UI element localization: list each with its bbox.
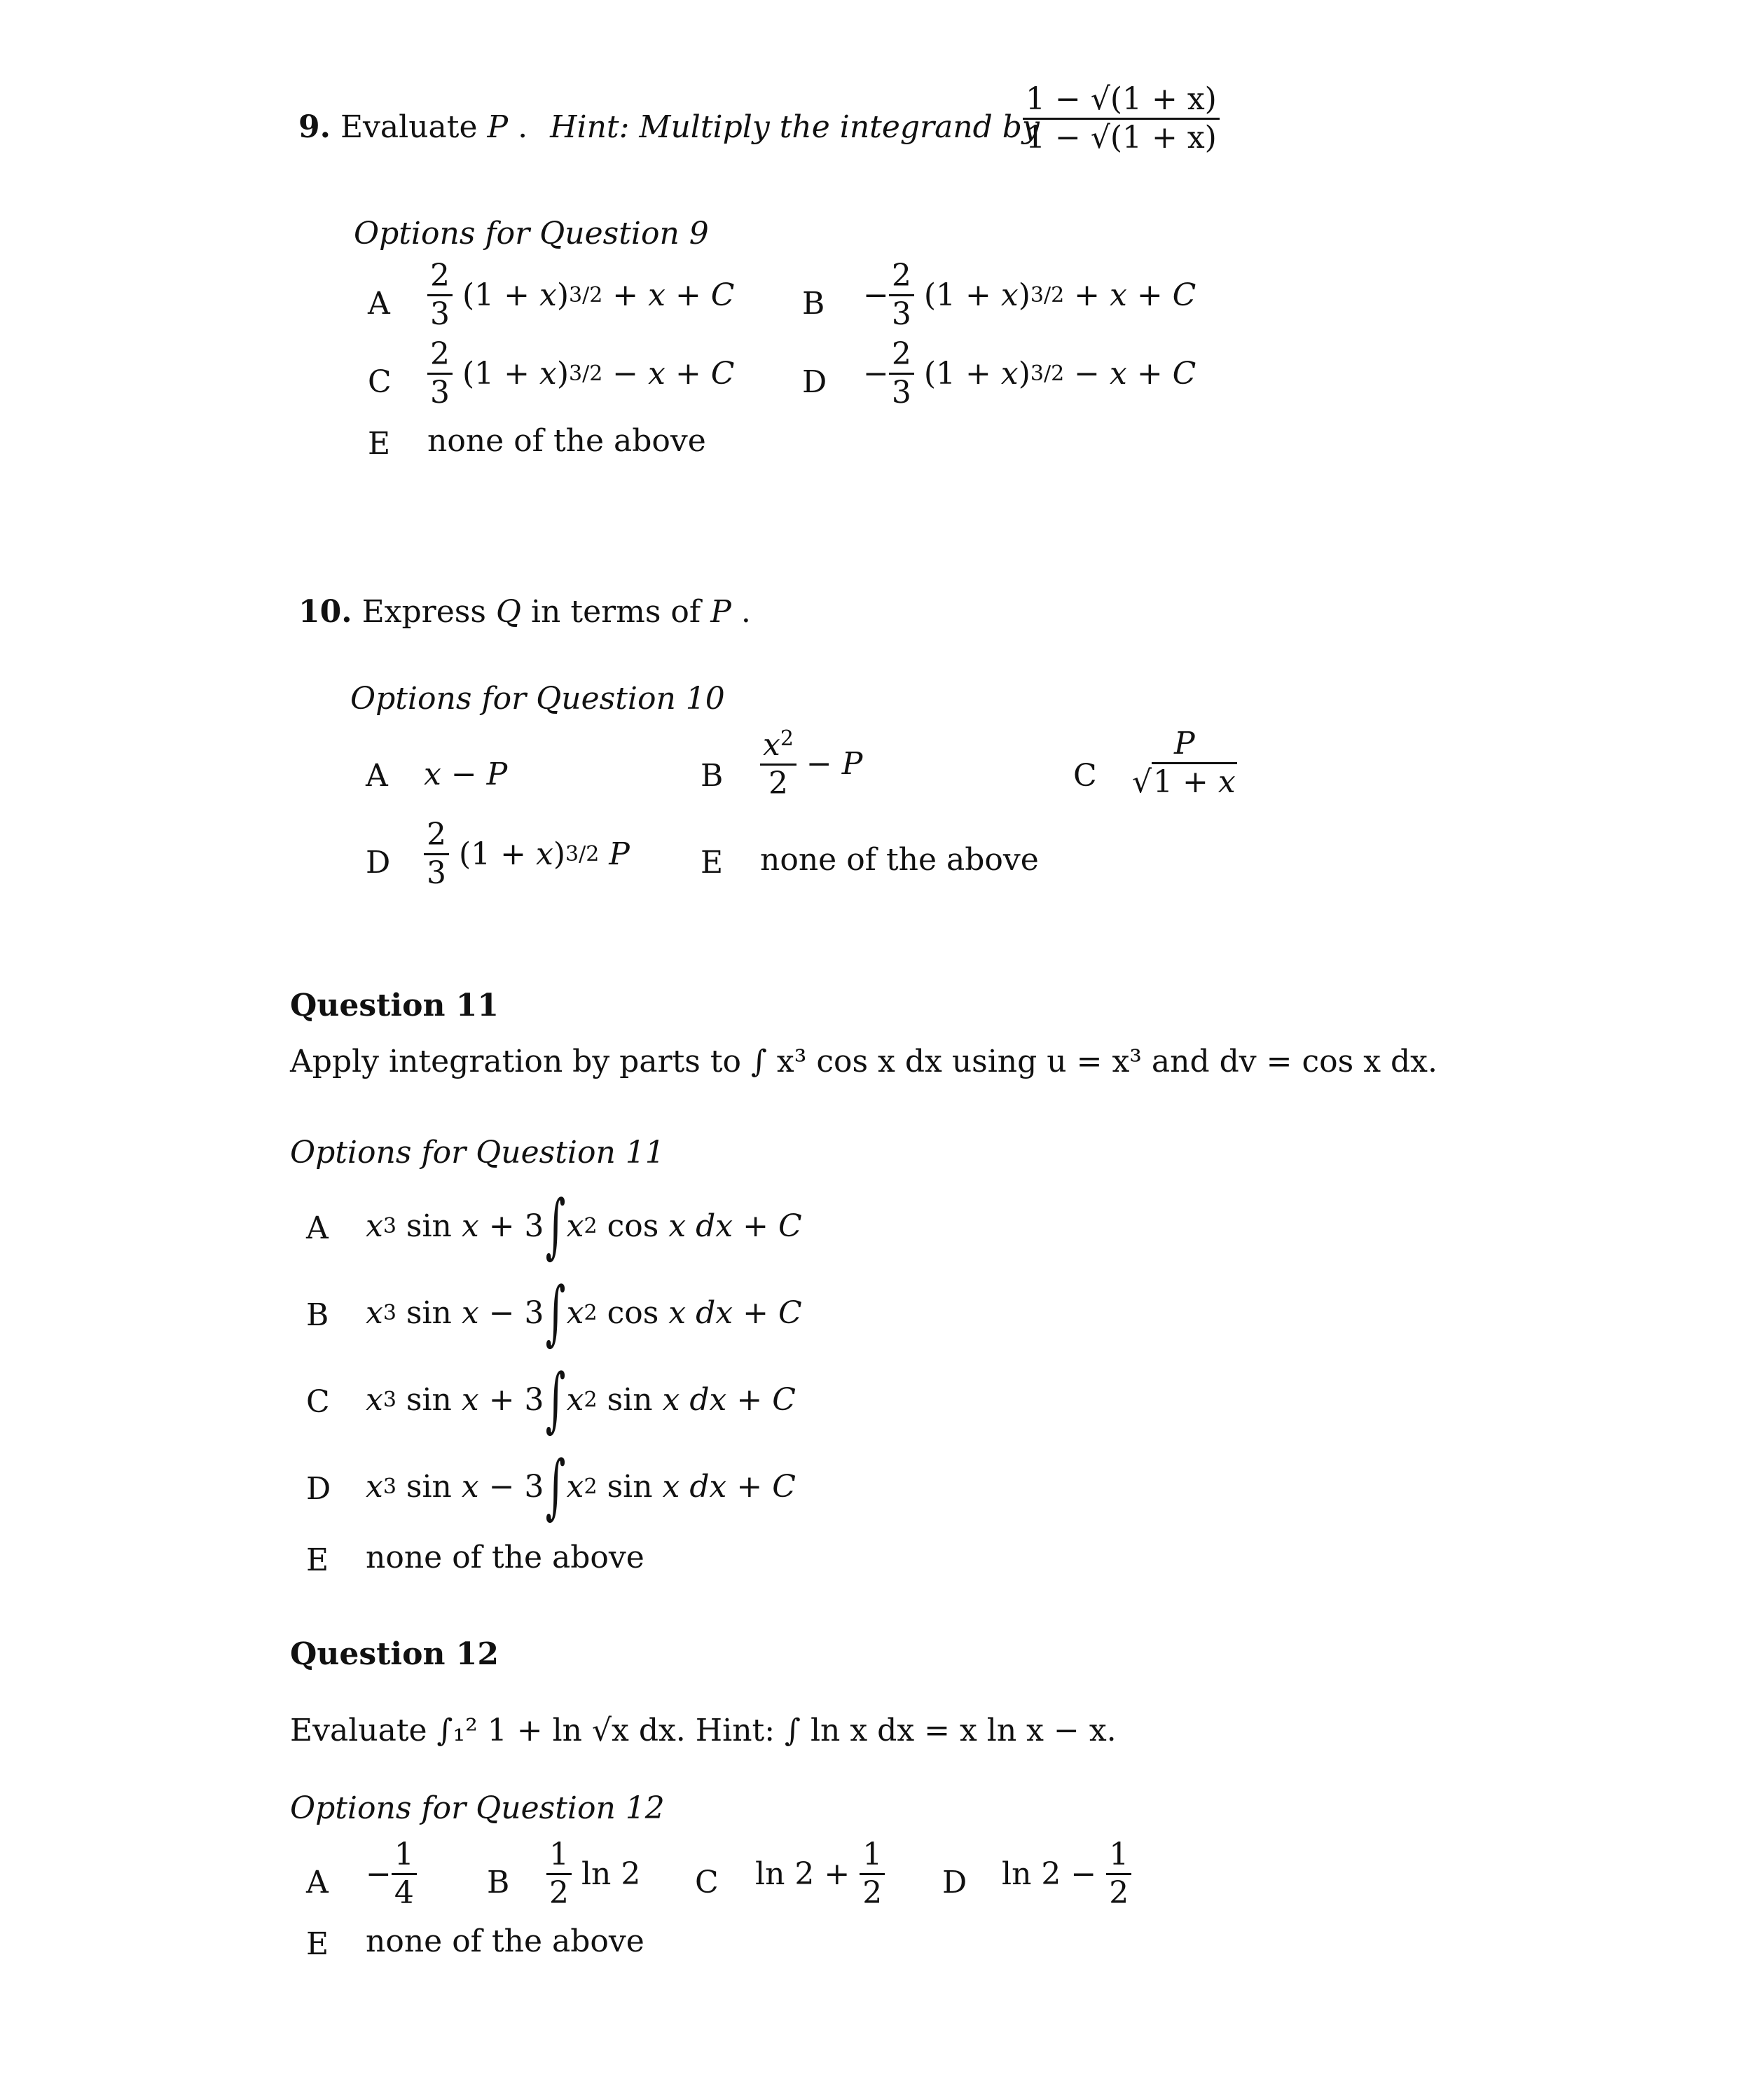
question-12-heading: Question 12 (290, 1636, 499, 1672)
q12-option-e[interactable]: none of the above (366, 1923, 644, 1959)
question-11-options-heading: Options for Question 11 (290, 1135, 665, 1170)
q9-option-c-letter: C (368, 364, 392, 400)
q9-option-b-letter: B (802, 286, 825, 322)
q12-option-b[interactable]: $\frac{1}{2}$ ln 2 (546, 1839, 640, 1909)
q11-option-e-letter: E (306, 1542, 329, 1578)
question-10-text-b: in terms of (530, 594, 701, 630)
q10-option-c-letter: C (1073, 758, 1097, 794)
q9-option-d[interactable]: − $\frac{2}{3}$ (1 + x) 3/2 − x + C (863, 336, 1196, 410)
question-10-options-heading: Options for Question 10 (350, 681, 725, 717)
question-12-options-heading: Options for Question 12 (290, 1790, 665, 1826)
q11-option-e[interactable]: none of the above (366, 1540, 644, 1575)
question-12-statement (290, 1713, 1117, 1748)
hint-fraction-numerator: 1 − √(1 + x) (1023, 84, 1220, 120)
question-9-options-heading: Options for Question 9 (354, 216, 709, 251)
q12-option-c-letter: C (695, 1865, 719, 1900)
q10-option-e-letter: E (701, 845, 724, 880)
q10-option-a[interactable]: x − P (424, 757, 508, 792)
q11-option-b-letter: B (306, 1297, 329, 1333)
hint-fraction-denominator: 1 − √(1 + x) (1026, 120, 1217, 156)
q12-option-d[interactable]: ln 2 − $\frac{1}{2}$ (1002, 1839, 1131, 1909)
q12-option-d-letter: D (942, 1865, 967, 1900)
question-9-lead: Evaluate (340, 109, 478, 145)
question-10-var-p: P (710, 594, 731, 630)
question-9-var: P (487, 109, 509, 145)
q12-option-b-letter: B (487, 1865, 510, 1900)
q9-option-b[interactable]: − $\frac{2}{3}$ (1 + x) 3/2 + x + C (863, 258, 1196, 332)
q11-option-c[interactable]: x 3 sin x + 3 ∫ x 2 sin x dx + C (366, 1358, 796, 1440)
question-10-number: 10. (298, 594, 352, 630)
q9-option-e[interactable]: none of the above (427, 423, 706, 459)
q11-option-a-letter: A (306, 1210, 329, 1246)
question-12-text: Evaluate ∫₁² 1 + ln √x dx. Hint: ∫ ln x dx = x ln x − x. (290, 1713, 1117, 1748)
question-10-var-q: Q (495, 594, 521, 630)
q10-option-a-letter: A (366, 758, 388, 794)
q9-option-a-letter: A (368, 286, 390, 322)
q10-option-c[interactable]: $\frac{P}{√1 + x}$ (1132, 726, 1236, 800)
question-9-hint-fraction (1023, 81, 1220, 156)
question-9-number: 9. (298, 109, 331, 145)
q9-option-e-letter: E (368, 426, 391, 462)
question-11-statement (290, 1044, 1437, 1079)
q11-option-d-letter: D (306, 1471, 331, 1507)
question-10-statement: 10. Express Q in terms of P . (298, 594, 751, 630)
q9-option-c[interactable]: $\frac{2}{3}$ (1 + x) 3/2 − x + C (427, 339, 734, 408)
q10-option-b[interactable]: $\frac{x^2}{2}$ − P (760, 728, 862, 799)
q11-option-a[interactable]: x 3 sin x + 3 ∫ x 2 cos x dx + C (366, 1184, 802, 1266)
q9-option-a[interactable]: $\frac{2}{3}$ (1 + x) 3/2 + x + C (427, 261, 734, 330)
q11-option-b[interactable]: x 3 sin x − 3 ∫ x 2 cos x dx + C (366, 1271, 802, 1353)
q11-option-d[interactable]: x 3 sin x − 3 ∫ x 2 sin x dx + C (366, 1445, 796, 1527)
q12-option-e-letter: E (306, 1926, 329, 1962)
question-11-heading: Question 11 (290, 988, 499, 1023)
q12-option-a[interactable]: − $\frac{1}{4}$ (366, 1839, 417, 1909)
q10-option-e[interactable]: none of the above (760, 842, 1039, 878)
question-11-text: Apply integration by parts to ∫ x³ cos x dx using u = x³ and dv = cos x dx. (290, 1044, 1437, 1079)
question-10-text-a: Express (361, 594, 486, 630)
q11-option-c-letter: C (306, 1384, 330, 1420)
q10-option-b-letter: B (701, 758, 724, 794)
q10-option-d-letter: D (366, 845, 391, 880)
q10-option-d[interactable]: $\frac{2}{3}$ (1 + x) 3/2 P (424, 820, 630, 889)
q12-option-a-letter: A (306, 1865, 329, 1900)
q12-option-c[interactable]: ln 2 + $\frac{1}{2}$ (755, 1839, 885, 1909)
question-9-statement: 9. Evaluate P . Hint: Multiply the integrand by (298, 109, 1040, 145)
question-9-hint: Hint: Multiply the integrand by (550, 109, 1040, 145)
q9-option-d-letter: D (802, 364, 827, 400)
